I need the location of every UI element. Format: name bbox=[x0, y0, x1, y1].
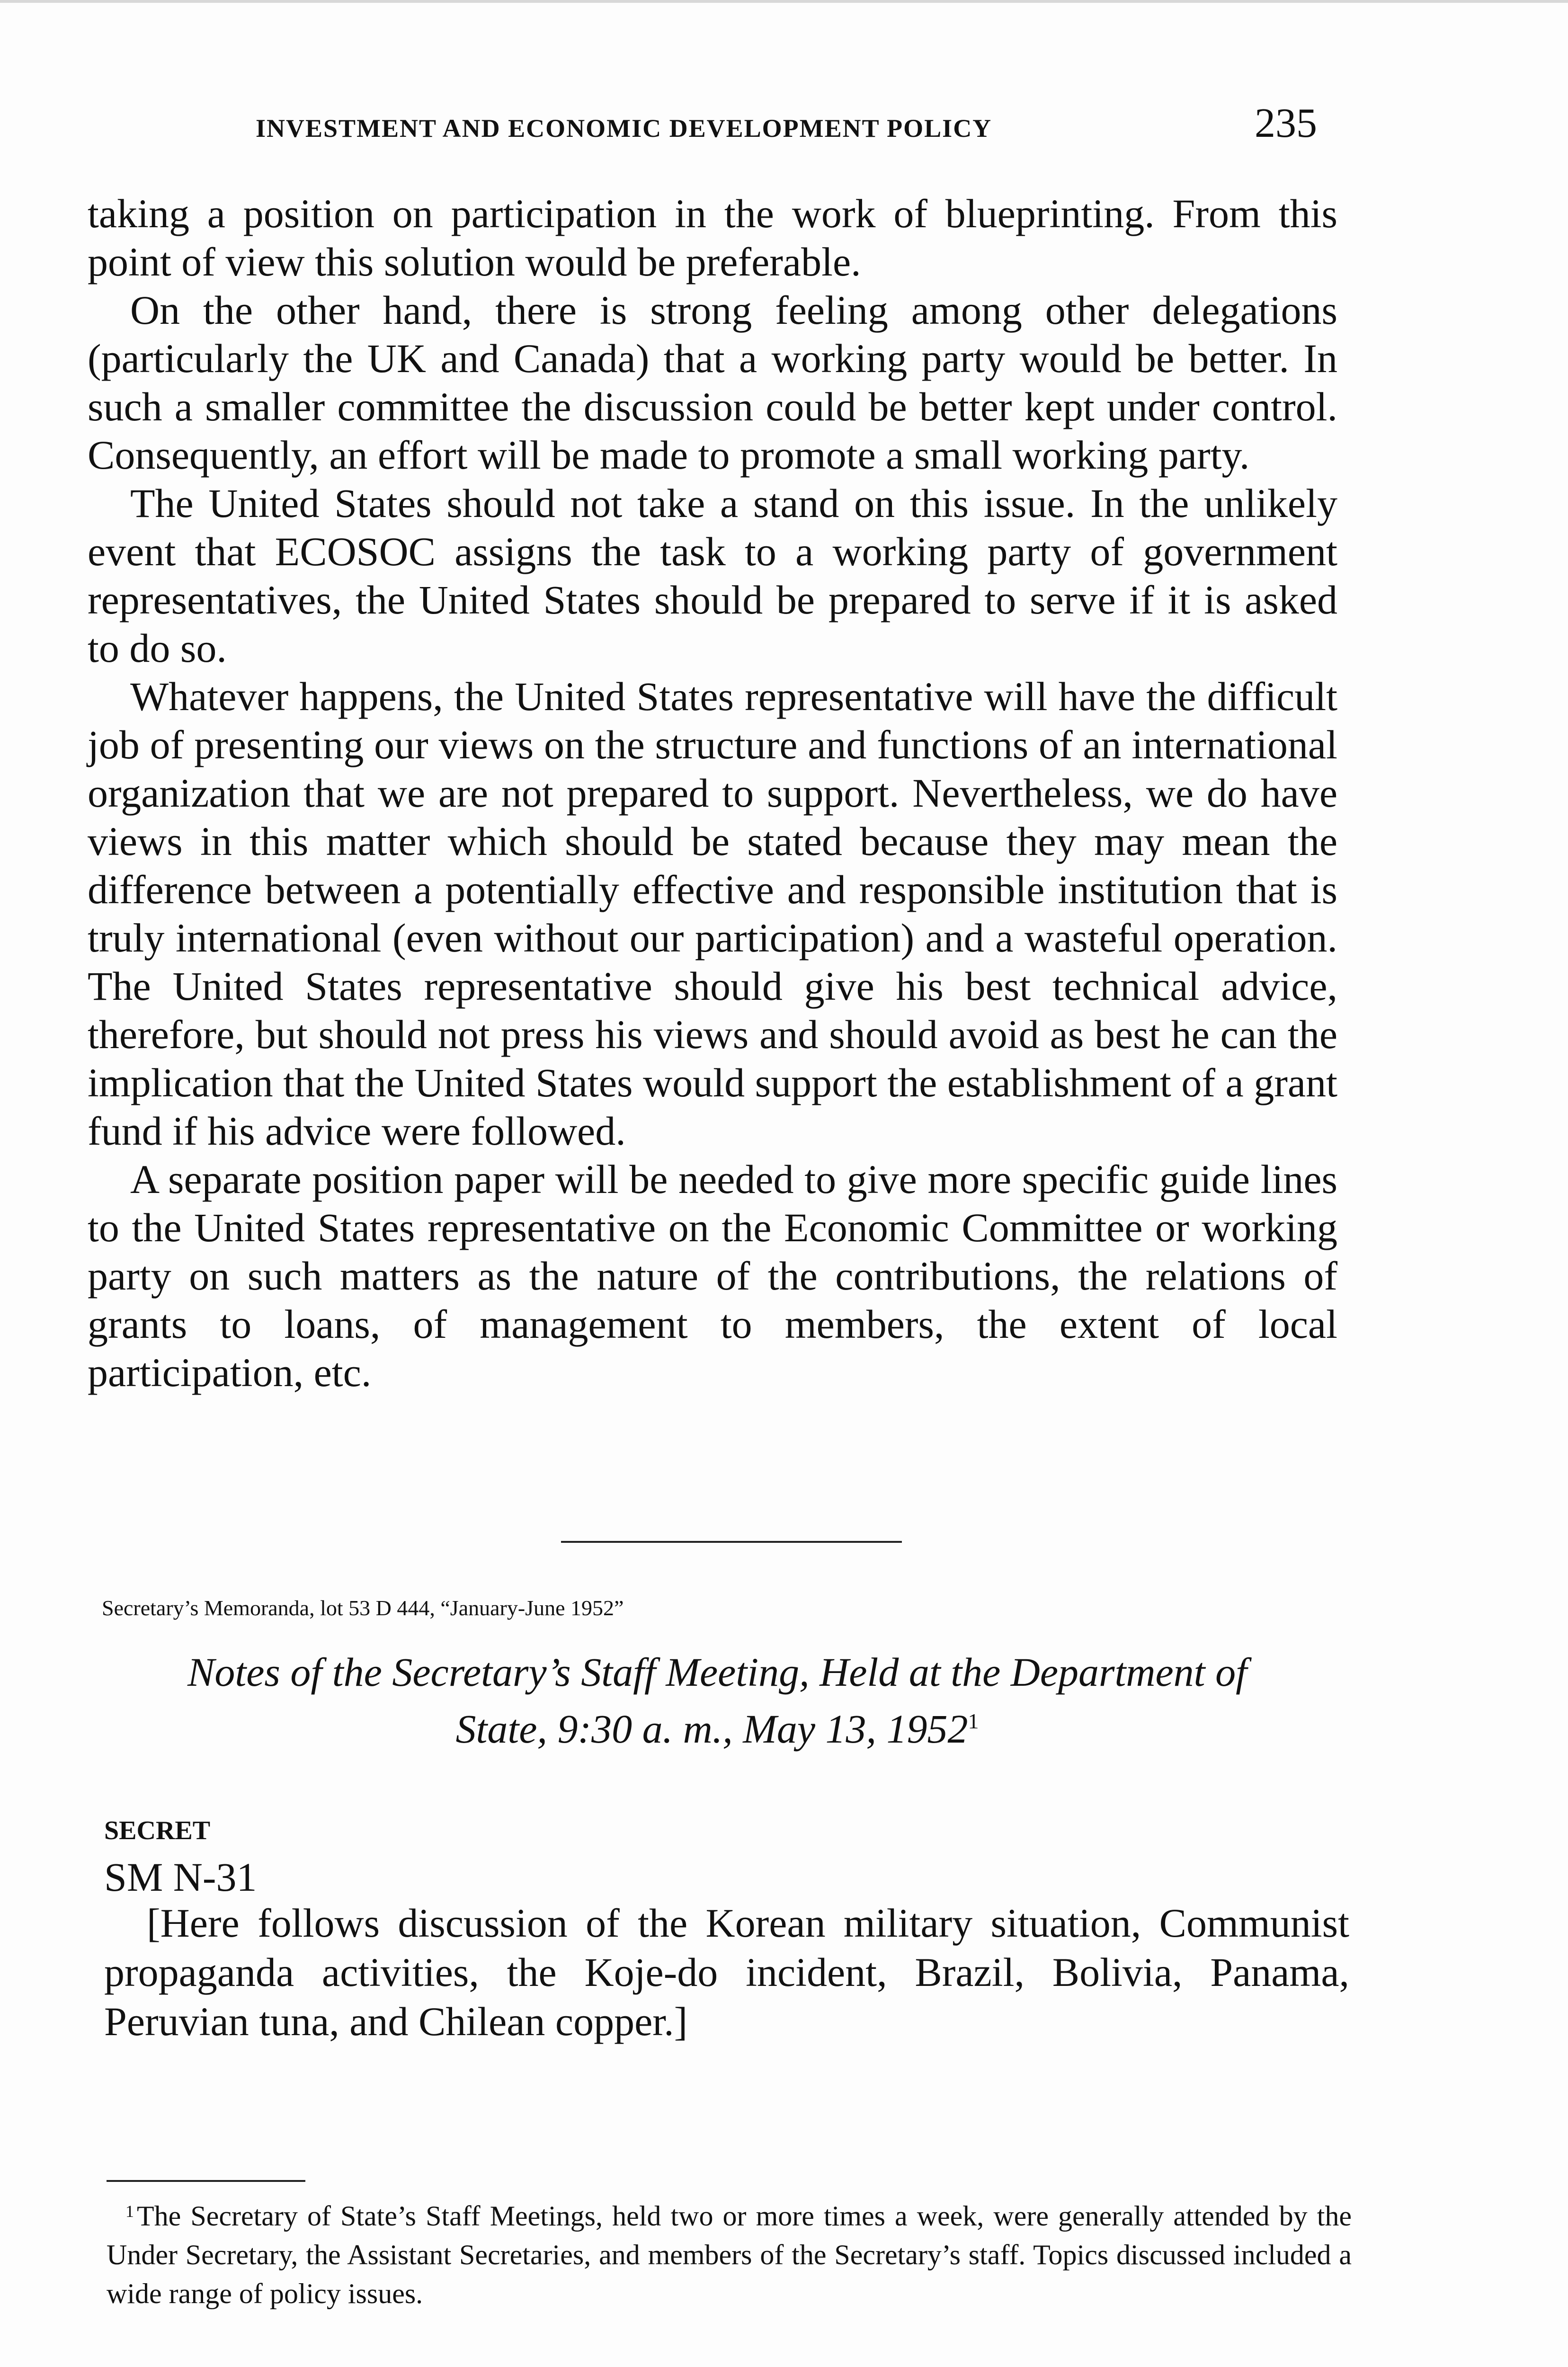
footnote-text: The Secretary of State’s Staff Meetings, held two or more times a week, were generally attended by the Under Secretary, the Assistant Secretaries, and members of the Secretary’s staff. Topics discussed included a wide range of policy issues. bbox=[107, 2200, 1352, 2309]
editorial-note-text: [Here follows discussion of the Korean military situation, Communist propaganda activities, the Koje-do incident, Brazil, Bolivia, Panama, Peruvian tuna, and Chilean copper.] bbox=[104, 1900, 1349, 2044]
body-paragraph: taking a position on participation in the work of blueprinting. From this point of view this solution would be preferable. bbox=[88, 191, 1337, 285]
section-divider bbox=[561, 1541, 902, 1543]
document-title-line-1: Notes of the Secretary’s Staff Meeting, Held at the Department of bbox=[187, 1649, 1247, 1695]
document-title bbox=[102, 1647, 1333, 1753]
classification-label: SECRET bbox=[104, 1816, 211, 1845]
source-citation: Secretary’s Memoranda, lot 53 D 444, “January-June 1952” bbox=[102, 1596, 624, 1620]
body-paragraph: Whatever happens, the United States representative will have the difficult job of presenting our views on the structure and functions of an international organization that we are not prepared to support. Nevertheless, we do have views in this matter which should be stated because they may mean the difference between a potentially effective and responsible institution that is truly international (even without our participation) and a wasteful operation. The United States representative should give his best technical advice, therefore, but should not press his views and should avoid as best he can the implication that the United States would support the establishment of a grant fund if his advice were followed. bbox=[88, 674, 1337, 1154]
footnote-divider bbox=[107, 2180, 305, 2182]
footnote-paragraph bbox=[107, 2192, 1352, 2313]
body-paragraph: On the other hand, there is strong feeling among other delegations (particularly the UK and Canada) that a working party would be better. In such a smaller committee the discussion could be better kept under control. Consequently, an effort will be made to promote a small working party. bbox=[88, 287, 1337, 478]
running-head: INVESTMENT AND ECONOMIC DEVELOPMENT POLICY bbox=[256, 114, 992, 142]
page-number: 235 bbox=[1255, 100, 1317, 146]
document-title-line-2-text: State, 9:30 a. m., May 13, 1952 bbox=[455, 1706, 968, 1752]
body-paragraph: The United States should not take a stand on this issue. In the unlikely event that ECOSOC assigns the task to a working party of government representatives, the United States should be prepared to serve if it is asked to do so. bbox=[88, 481, 1337, 671]
document-title-line-2 bbox=[102, 1697, 1333, 1753]
footnote-marker: 1 bbox=[125, 2202, 134, 2221]
document-number: SM N-31 bbox=[104, 1854, 257, 1900]
body-text bbox=[88, 189, 1337, 1397]
editorial-note bbox=[104, 1898, 1349, 2046]
footnote bbox=[107, 2192, 1352, 2313]
footnote-reference: 1 bbox=[968, 1709, 979, 1733]
top-edge-rule bbox=[0, 0, 1568, 3]
body-paragraph: A separate position paper will be needed to give more specific guide lines to the United States representative on the Economic Committee or working party on such matters as the nature of the contributions, the relations of grants to loans, of management to members, the extent of local participation, etc. bbox=[88, 1157, 1337, 1395]
